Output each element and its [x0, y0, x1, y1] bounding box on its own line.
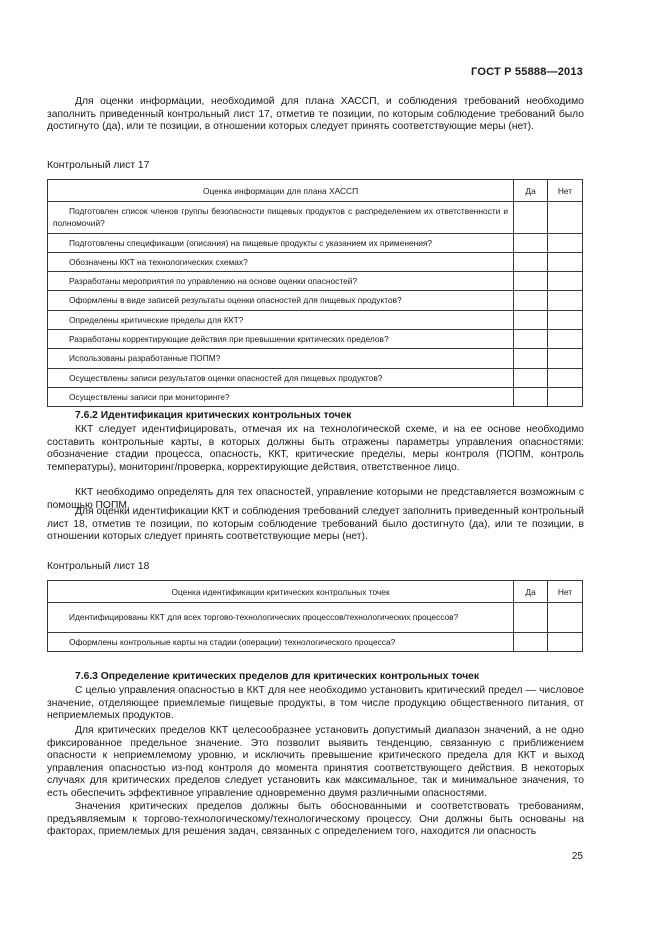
table-row	[48, 272, 583, 291]
yes-checkbox-cell[interactable]	[514, 233, 548, 252]
table-row	[48, 633, 583, 652]
table-row	[48, 330, 583, 349]
section-7-6-2-paragraph-1: ККТ следует идентифицировать, отмечая их на технологической схеме, и на ее основе необходимо составить контрольные карты, в которых должны быть отражены параметры управления опасностями: обозначение стадии процесса, опасность, ККТ, критические пределы, меры контроля (ПОПМ, контроль температуры), мониторинг/проверка, корректирующие действия, ответственное лицо.	[47, 424, 584, 473]
no-checkbox-cell[interactable]	[548, 272, 583, 291]
section-7-6-2-paragraph-3: Для оценки идентификации ККТ и соблюдения требований следует заполнить приведенный контрольный лист 18, отметив те позиции, по которым соблюдение требований было достигнуто (да), или те позиции, в отношении которых следует принять соответствующие меры (нет).	[47, 506, 584, 543]
question-cell: Оформлены контрольные карты на стадии (операции) технологического процесса?	[48, 633, 514, 652]
yes-checkbox-cell[interactable]	[514, 202, 548, 234]
yes-checkbox-cell[interactable]	[514, 387, 548, 406]
yes-column-header: Да	[514, 581, 548, 603]
table-header-row	[48, 581, 583, 603]
no-column-header: Нет	[548, 180, 583, 202]
checklist-17-caption: Контрольный лист 17	[47, 160, 150, 171]
table-row	[48, 233, 583, 252]
no-checkbox-cell[interactable]	[548, 233, 583, 252]
question-cell: Осуществлены записи при мониторинге?	[48, 387, 514, 406]
yes-checkbox-cell[interactable]	[514, 252, 548, 271]
document-standard-header: ГОСТ Р 55888—2013	[471, 66, 583, 78]
section-7-6-2-paragraph-2: ККТ необходимо определять для тех опасностей, управление которыми не представляется возможным с помощью ПОПМ.	[47, 487, 584, 511]
table-row	[48, 387, 583, 406]
yes-checkbox-cell[interactable]	[514, 272, 548, 291]
table-row	[48, 349, 583, 368]
table-row	[48, 202, 583, 234]
no-checkbox-cell[interactable]	[548, 368, 583, 387]
yes-checkbox-cell[interactable]	[514, 291, 548, 310]
checklist-18-table	[47, 580, 583, 652]
question-column-header: Оценка информации для плана ХАССП	[48, 180, 514, 202]
table-row	[48, 368, 583, 387]
no-checkbox-cell[interactable]	[548, 603, 583, 633]
checklist-17-table	[47, 179, 583, 407]
table-row	[48, 603, 583, 633]
no-checkbox-cell[interactable]	[548, 633, 583, 652]
no-checkbox-cell[interactable]	[548, 291, 583, 310]
no-checkbox-cell[interactable]	[548, 387, 583, 406]
table-row	[48, 310, 583, 329]
section-7-6-2-title: 7.6.2 Идентификация критических контрольных точек	[75, 410, 352, 421]
yes-column-header: Да	[514, 180, 548, 202]
no-checkbox-cell[interactable]	[548, 252, 583, 271]
question-cell: Подготовлены спецификации (описания) на пищевые продукты с указанием их применения?	[48, 233, 514, 252]
question-cell: Осуществлены записи результатов оценки опасностей для пищевых продуктов?	[48, 368, 514, 387]
question-column-header: Оценка идентификации критических контрольных точек	[48, 581, 514, 603]
yes-checkbox-cell[interactable]	[514, 603, 548, 633]
no-checkbox-cell[interactable]	[548, 330, 583, 349]
question-cell: Определены критические пределы для ККТ?	[48, 310, 514, 329]
no-column-header: Нет	[548, 581, 583, 603]
section-7-6-3-paragraph-2: Для критических пределов ККТ целесообразнее установить допустимый диапазон значений, а не одно фиксированное предельное значение. Это позволит выявить тенденцию, связанную с приближением опасности к неприемлемому уровню, и исключить превышение критического предела для ККТ и выход управления опасностью из-под контроля до момента принятия соответствующего действия. В некоторых случаях для критических пределов следует установить как максимальное, так и минимальное значения, то есть обеспечить эффективное управление одновременно двумя различными опасностями.	[47, 725, 584, 799]
section-7-6-3-paragraph-1: С целью управления опасностью в ККТ для нее необходимо установить критический предел — числовое значение, отделяющее приемлемые пищевые продукты, в том числе продукцию общественного питания, от неприемлемых продуктов.	[47, 685, 584, 722]
yes-checkbox-cell[interactable]	[514, 349, 548, 368]
question-cell: Идентифицированы ККТ для всех торгово-технологических процессов/технологических процессов?	[48, 603, 514, 633]
question-cell: Разработаны корректирующие действия при превышении критических пределов?	[48, 330, 514, 349]
question-cell: Разработаны мероприятия по управлению на основе оценки опасностей?	[48, 272, 514, 291]
no-checkbox-cell[interactable]	[548, 349, 583, 368]
question-cell: Подготовлен список членов группы безопасности пищевых продуктов с распределением их ответственности и полномочий?	[48, 202, 514, 234]
section-7-6-3-paragraph-3: Значения критических пределов должны быть обоснованными и соответствовать требованиям, предъявляемым к торгово-технологическому/технологическому процессу. Они должны быть основаны на факторах, приемлемых для решения задач, связанных с определением того, находится ли опасность	[47, 801, 584, 838]
intro-paragraph: Для оценки информации, необходимой для плана ХАССП, и соблюдения требований необходимо заполнить приведенный контрольный лист 17, отметив те позиции, по которым соблюдение требований было достигнуто (да), или те позиции, в отношении которых следует принять соответствующие меры (нет).	[47, 96, 584, 133]
question-cell: Обозначены ККТ на технологических схемах?	[48, 252, 514, 271]
no-checkbox-cell[interactable]	[548, 310, 583, 329]
question-cell: Использованы разработанные ПОПМ?	[48, 349, 514, 368]
table-row	[48, 291, 583, 310]
table-header-row	[48, 180, 583, 202]
table-row	[48, 252, 583, 271]
yes-checkbox-cell[interactable]	[514, 330, 548, 349]
page-number: 25	[571, 851, 583, 862]
question-cell: Оформлены в виде записей результаты оценки опасностей для пищевых продуктов?	[48, 291, 514, 310]
no-checkbox-cell[interactable]	[548, 202, 583, 234]
checklist-18-caption: Контрольный лист 18	[47, 561, 150, 572]
section-7-6-3-title: 7.6.3 Определение критических пределов для критических контрольных точек	[75, 671, 480, 682]
yes-checkbox-cell[interactable]	[514, 310, 548, 329]
yes-checkbox-cell[interactable]	[514, 633, 548, 652]
yes-checkbox-cell[interactable]	[514, 368, 548, 387]
